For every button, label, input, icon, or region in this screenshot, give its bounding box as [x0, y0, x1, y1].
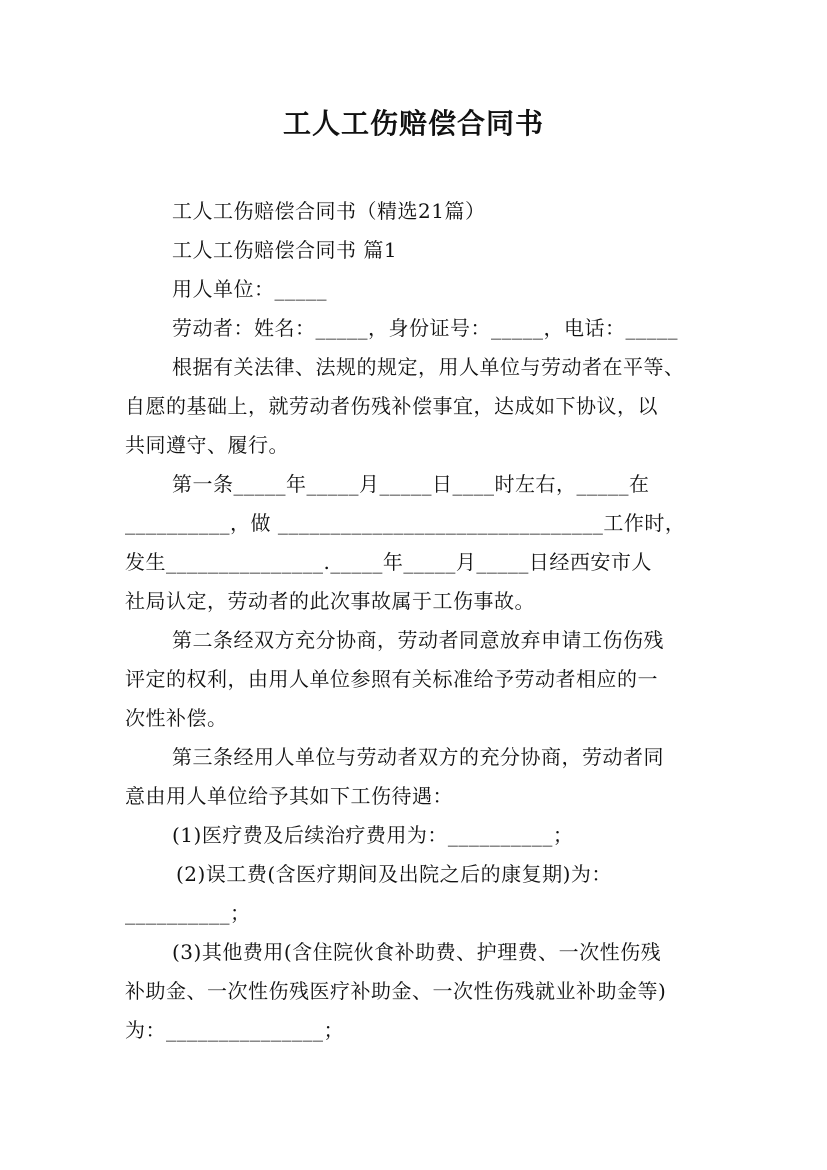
subtitle-line: 工人工伤赔偿合同书（精选21篇）	[172, 199, 486, 223]
article-1-line: 社局认定，劳动者的此次事故属于工伤事故。	[125, 589, 535, 613]
article-2-line: 评定的权利，由用人单位参照有关标准给予劳动者相应的一	[125, 667, 658, 691]
employer-field-line: 用人单位：_____	[172, 277, 327, 301]
item-2-line: (2)误工费(含医疗期间及出院之后的康复期)为：	[176, 862, 612, 886]
section-heading: 工人工伤赔偿合同书 篇1	[172, 238, 398, 262]
article-1-line: __________，做 _______________________________工作时，	[125, 511, 686, 535]
document-title: 工人工伤赔偿合同书	[282, 107, 544, 140]
paragraph-line: 自愿的基础上，就劳动者伤残补偿事宜，达成如下协议，以	[125, 394, 658, 418]
article-3-line: 意由用人单位给予其如下工伤待遇：	[125, 784, 453, 808]
article-2-line: 次性补偿。	[125, 706, 228, 730]
article-1-line: 第一条_____年_____月_____日____时左右，_____在	[172, 472, 650, 496]
item-3-line: 为：_______________；	[125, 1018, 344, 1042]
article-1-line: 发生_______________._____年_____月_____日经西安市人	[125, 550, 652, 574]
item-3-line: 补助金、一次性伤残医疗补助金、一次性伤残就业补助金等)	[125, 979, 667, 1003]
article-3-line: 第三条经用人单位与劳动者双方的充分协商，劳动者同	[172, 745, 664, 769]
item-2-line: __________；	[125, 901, 251, 925]
article-2-line: 第二条经双方充分协商，劳动者同意放弃申请工伤伤残	[172, 628, 664, 652]
item-1-line: (1)医疗费及后续治疗费用为：__________；	[172, 823, 574, 847]
item-3-line: (3)其他费用(含住院伙食补助费、护理费、一次性伤残	[172, 940, 662, 964]
paragraph-line: 共同遵守、履行。	[125, 433, 289, 457]
worker-info-line: 劳动者：姓名：_____，身份证号：_____，电话：_____	[172, 316, 678, 340]
paragraph-line: 根据有关法律、法规的规定，用人单位与劳动者在平等、	[172, 355, 685, 379]
